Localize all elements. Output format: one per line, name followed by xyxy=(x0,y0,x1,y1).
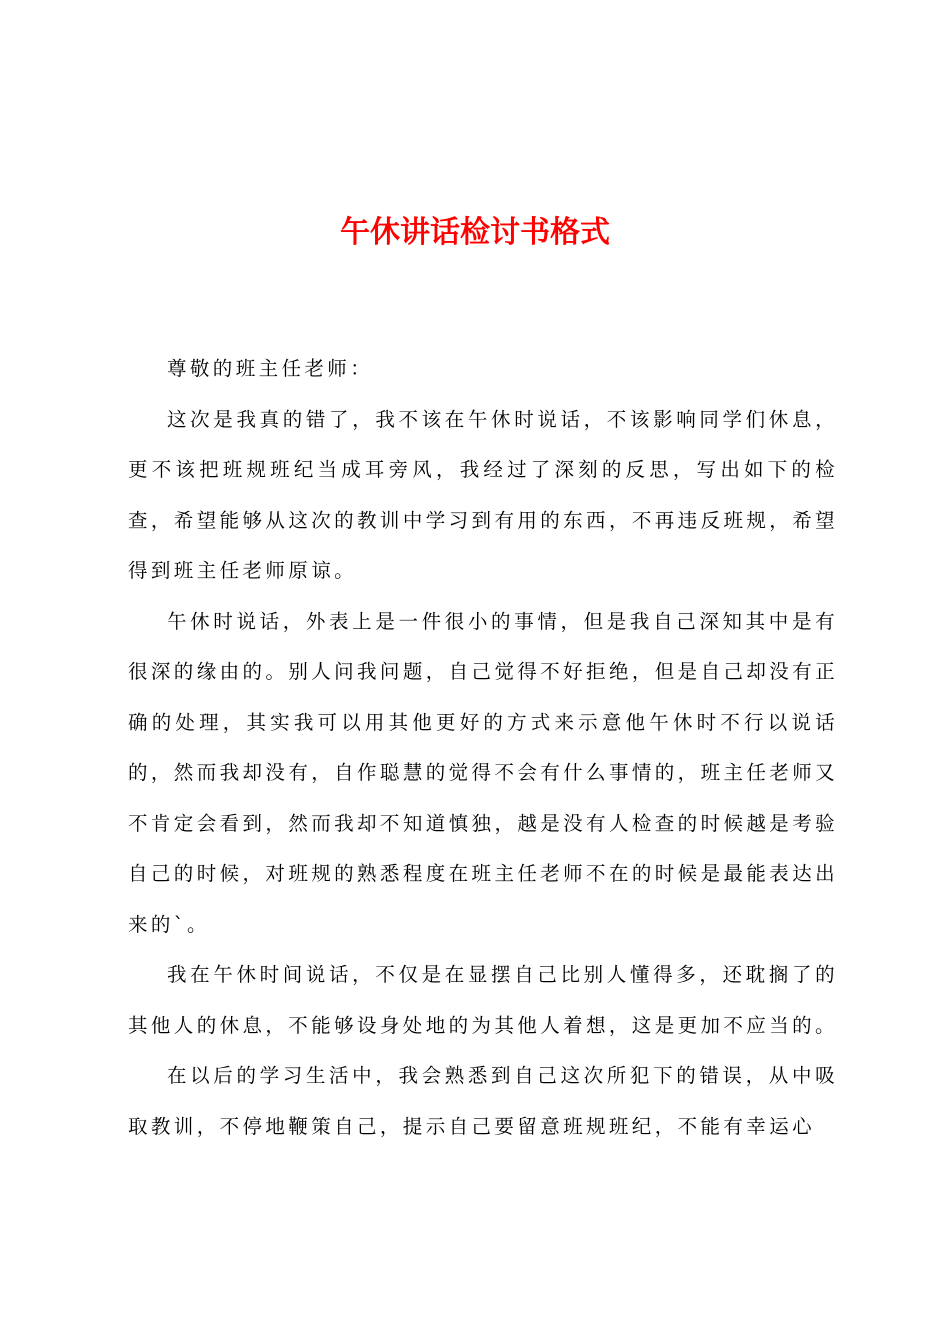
salutation: 尊敬的班主任老师： xyxy=(167,357,374,380)
paragraph-consequence: 我在午休时间说话，不仅是在显摆自己比别人懂得多，还耽搁了的其他人的休息，不能够设身处地的为其他人着想，这是更加不应当的。 xyxy=(128,963,838,1037)
paragraph-reflection: 午休时说话，外表上是一件很小的事情，但是我自己深知其中是有很深的缘由的。别人问我问题，自己觉得不好拒绝，但是自己却没有正确的处理，其实我可以用其他更好的方式来示意他午休时不行以说话的，然而我却没有，自作聪慧的觉得不会有什么事情的，班主任老师又不肯定会看到，然而我却不知道慎独，越是没有人检查的时候越是考验自己的时候，对班规的熟悉程度在班主任老师不在的时候是最能表达出来的`。 xyxy=(128,609,838,936)
paragraph-commitment: 在以后的学习生活中，我会熟悉到自己这次所犯下的错误，从中吸取教训，不停地鞭策自己，提示自己要留意班规班纪，不能有幸运心 xyxy=(128,1064,838,1138)
document-title: 午休讲话检讨书格式 xyxy=(340,215,610,250)
paragraph-apology: 这次是我真的错了，我不该在午休时说话，不该影响同学们休息，更不该把班规班纪当成耳旁风，我经过了深刻的反思，写出如下的检查，希望能够从这次的教训中学习到有用的东西，不再违反班规，希望得到班主任老师原谅。 xyxy=(128,407,838,582)
document-body xyxy=(128,344,838,1152)
